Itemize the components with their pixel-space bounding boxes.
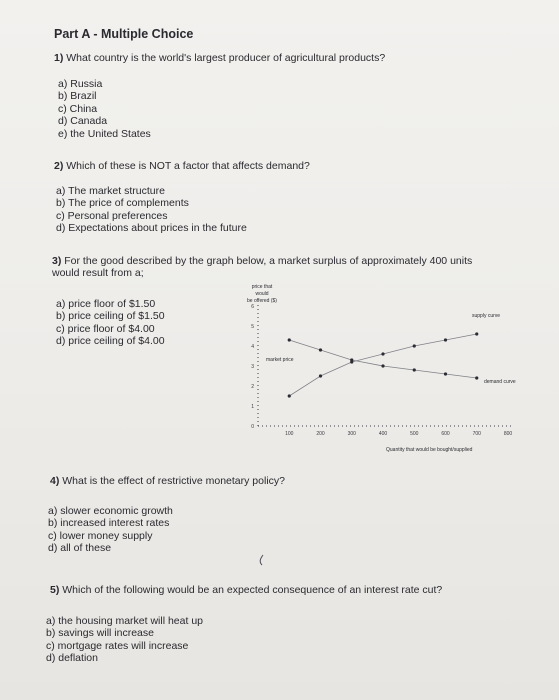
demand-curve-point [319, 348, 322, 351]
supply-curve-label: supply curve [472, 313, 501, 319]
graph-series [288, 332, 479, 397]
option: d) price ceiling of $4.00 [56, 335, 165, 348]
option: c) mortgage rates will increase [46, 639, 189, 652]
x-tick-label: 200 [316, 431, 325, 437]
option: d) Canada [58, 115, 108, 128]
y-axis-label-line-2: would [255, 291, 269, 297]
x-tick-label: 100 [285, 431, 294, 437]
option: a) slower economic growth [48, 505, 173, 517]
supply-curve-point [288, 394, 291, 397]
y-tick-label: 5 [251, 324, 254, 330]
supply-curve-point [319, 374, 322, 377]
y-tick-label: 4 [251, 344, 254, 350]
supply-curve-point [444, 338, 447, 341]
question-2-number: 2) [54, 160, 64, 172]
question-1-number: 1) [54, 52, 64, 64]
demand-curve-point [475, 376, 478, 379]
option: b) The price of complements [56, 197, 189, 210]
option: d) Expectations about prices in the future [56, 222, 247, 235]
y-axis-label-line-3: be offered ($) [247, 298, 277, 304]
x-tick-label: 800 [503, 431, 513, 437]
demand-curve-point [381, 364, 384, 367]
graph-ticks [251, 304, 512, 437]
option: c) lower money supply [48, 529, 153, 542]
option: b) Brazil [58, 90, 97, 103]
origin-label: 0 [251, 424, 254, 430]
option: a) price floor of $1.50 [56, 298, 156, 310]
x-tick-label: 500 [410, 431, 419, 437]
demand-curve-point [350, 358, 353, 361]
option: b) savings will increase [46, 627, 154, 640]
demand-curve-line [289, 340, 477, 378]
question-4-text: What is the effect of restrictive monetary policy? [62, 475, 285, 487]
question-4-options [48, 505, 173, 555]
demand-curve-point [444, 372, 447, 375]
supply-curve-point [413, 344, 416, 347]
x-tick-label: 300 [347, 431, 356, 437]
y-axis-label-line-1: price that [251, 284, 273, 290]
x-axis-label: Quantity that would be bought/supplied [386, 447, 473, 453]
question-4 [50, 475, 285, 487]
option: c) Personal preferences [56, 209, 168, 222]
y-tick-label: 1 [251, 404, 254, 410]
y-tick-label: 2 [251, 384, 254, 390]
graph-axes [258, 302, 512, 426]
option: b) price ceiling of $1.50 [56, 310, 165, 323]
option: a) The market structure [56, 185, 165, 197]
supply-curve-point [475, 332, 478, 335]
question-5-number: 5) [50, 584, 60, 596]
x-tick-label: 600 [441, 431, 450, 437]
question-3-number: 3) [52, 255, 62, 267]
question-5-text: Which of the following would be an expected consequence of an interest rate cut? [62, 584, 443, 596]
x-tick-label: 400 [378, 431, 388, 437]
demand-curve-label: demand curve [484, 379, 516, 385]
option: e) the United States [58, 127, 151, 140]
option: d) all of these [48, 542, 112, 555]
question-5-options [46, 615, 203, 665]
y-tick-label: 3 [251, 364, 254, 370]
section-title: Part A - Multiple Choice [54, 27, 194, 41]
x-tick-label: 700 [472, 431, 481, 437]
option: c) China [58, 102, 98, 115]
market-price-label: market price [266, 357, 294, 363]
supply-curve-point [381, 352, 384, 355]
option: b) increased interest rates [48, 517, 170, 530]
question-3-text: For the good described by the graph below, a market surplus of approximately 400 units [64, 255, 473, 267]
demand-curve-point [288, 338, 291, 341]
option: d) deflation [46, 652, 98, 665]
option: a) the housing market will heat up [46, 615, 204, 627]
question-3-text-cont: would result from a; [52, 267, 144, 279]
question-2-text: Which of these is NOT a factor that affects demand? [66, 160, 310, 172]
demand-curve-point [413, 368, 416, 371]
option: c) price floor of $4.00 [56, 322, 155, 335]
pen-mark [255, 553, 269, 573]
option: a) Russia [58, 78, 103, 90]
y-tick-label: 6 [251, 304, 254, 310]
question-5 [50, 584, 442, 596]
question-1-text: What country is the world's largest producer of agricultural products? [66, 52, 386, 64]
question-4-number: 4) [50, 475, 60, 487]
